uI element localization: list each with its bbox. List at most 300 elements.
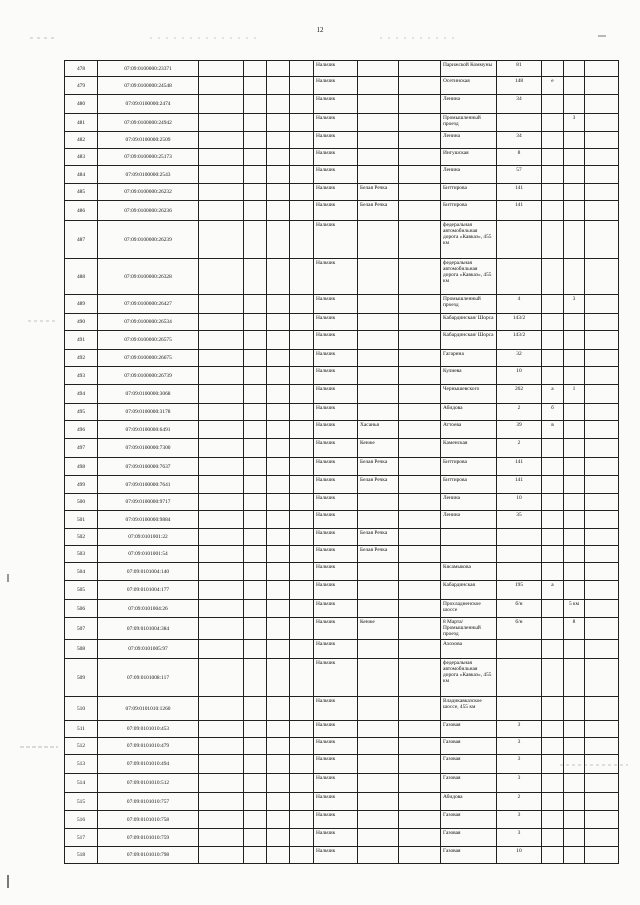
blank-cell xyxy=(399,259,441,295)
house-cell xyxy=(497,640,542,659)
blank-cell xyxy=(290,581,314,600)
blank-cell xyxy=(399,77,441,95)
blank-cell xyxy=(267,738,290,755)
district-cell: Кенже xyxy=(358,439,399,458)
row-number: 504 xyxy=(65,563,98,581)
blank-cell xyxy=(244,166,267,184)
building-cell: б xyxy=(542,404,564,421)
building-cell xyxy=(542,811,564,829)
district-cell xyxy=(358,511,399,529)
apartment-cell xyxy=(564,149,585,166)
blank-cell xyxy=(290,439,314,458)
blank-cell xyxy=(267,201,290,221)
district-cell xyxy=(358,640,399,659)
locality-cell: Нальчик xyxy=(314,738,358,755)
house-cell xyxy=(497,221,542,259)
blank-cell xyxy=(267,149,290,166)
blank-cell xyxy=(244,829,267,847)
apartment-cell xyxy=(564,314,585,331)
district-cell xyxy=(358,221,399,259)
blank-cell xyxy=(585,738,619,755)
table-row xyxy=(65,201,619,221)
row-number: 506 xyxy=(65,600,98,618)
street-cell: Ленина xyxy=(441,132,497,149)
table-row xyxy=(65,295,619,314)
cadastral-number: 07:09:0100000:26427 xyxy=(98,295,199,314)
district-cell: Белая Речка xyxy=(358,546,399,563)
cadastral-number: 07:09:0100000:2509 xyxy=(98,132,199,149)
blank-cell xyxy=(399,385,441,404)
apartment-cell xyxy=(564,184,585,201)
apartment-cell xyxy=(564,847,585,864)
district-cell xyxy=(358,295,399,314)
blank-cell xyxy=(267,476,290,494)
locality-cell: Нальчик xyxy=(314,829,358,847)
blank-cell xyxy=(585,331,619,350)
blank-cell xyxy=(199,563,244,581)
blank-cell xyxy=(244,314,267,331)
blank-cell xyxy=(399,61,441,77)
row-number: 517 xyxy=(65,829,98,847)
district-cell: Белая Речка xyxy=(358,458,399,476)
blank-cell xyxy=(290,738,314,755)
building-cell xyxy=(542,829,564,847)
row-number: 482 xyxy=(65,132,98,149)
table-row xyxy=(65,494,619,511)
blank-cell xyxy=(244,201,267,221)
blank-cell xyxy=(267,847,290,864)
blank-cell xyxy=(244,847,267,864)
cadastral-number: 07:09:0100000:26236 xyxy=(98,201,199,221)
building-cell xyxy=(542,600,564,618)
street-cell: Кабардинская xyxy=(441,581,497,600)
blank-cell xyxy=(290,476,314,494)
house-cell: 34 xyxy=(497,95,542,114)
blank-cell xyxy=(290,659,314,697)
blank-cell xyxy=(290,421,314,439)
row-number: 509 xyxy=(65,659,98,697)
district-cell: Белая Речка xyxy=(358,184,399,201)
blank-cell xyxy=(399,367,441,385)
building-cell xyxy=(542,331,564,350)
district-cell xyxy=(358,847,399,864)
locality-cell: Нальчик xyxy=(314,77,358,95)
blank-cell xyxy=(399,738,441,755)
cadastral-number: 07:09:0101005:97 xyxy=(98,640,199,659)
row-number: 489 xyxy=(65,295,98,314)
blank-cell xyxy=(585,166,619,184)
house-cell: 141 xyxy=(497,476,542,494)
blank-cell xyxy=(199,367,244,385)
building-cell xyxy=(542,529,564,546)
blank-cell xyxy=(199,385,244,404)
row-number: 498 xyxy=(65,458,98,476)
cadastral-number: 07:09:0101010:453 xyxy=(98,721,199,738)
blank-cell xyxy=(585,77,619,95)
blank-cell xyxy=(267,458,290,476)
blank-cell xyxy=(244,793,267,811)
cadastral-number: 07:09:0100000:7641 xyxy=(98,476,199,494)
cadastral-number: 07:09:0101010:1260 xyxy=(98,697,199,721)
blank-cell xyxy=(585,350,619,367)
table-row xyxy=(65,221,619,259)
blank-cell xyxy=(199,114,244,132)
blank-cell xyxy=(290,600,314,618)
blank-cell xyxy=(585,184,619,201)
house-cell: 141 xyxy=(497,458,542,476)
table-row xyxy=(65,738,619,755)
blank-cell xyxy=(290,847,314,864)
blank-cell xyxy=(244,529,267,546)
blank-cell xyxy=(199,476,244,494)
blank-cell xyxy=(244,581,267,600)
blank-cell xyxy=(585,721,619,738)
district-cell xyxy=(358,494,399,511)
locality-cell: Нальчик xyxy=(314,314,358,331)
building-cell xyxy=(542,697,564,721)
house-cell: 34 xyxy=(497,132,542,149)
blank-cell xyxy=(244,600,267,618)
locality-cell: Нальчик xyxy=(314,659,358,697)
district-cell xyxy=(358,659,399,697)
district-cell xyxy=(358,404,399,421)
street-cell: Ахохова xyxy=(441,640,497,659)
blank-cell xyxy=(399,618,441,640)
house-cell xyxy=(497,659,542,697)
row-number: 500 xyxy=(65,494,98,511)
table-row xyxy=(65,259,619,295)
blank-cell xyxy=(399,458,441,476)
blank-cell xyxy=(267,331,290,350)
table-row xyxy=(65,618,619,640)
blank-cell xyxy=(244,659,267,697)
building-cell xyxy=(542,721,564,738)
apartment-cell: 1 xyxy=(564,385,585,404)
house-cell: 143/2 xyxy=(497,331,542,350)
blank-cell xyxy=(267,511,290,529)
street-cell: Ленина xyxy=(441,494,497,511)
blank-cell xyxy=(244,184,267,201)
blank-cell xyxy=(199,331,244,350)
house-cell xyxy=(497,546,542,563)
blank-cell xyxy=(585,132,619,149)
table-row xyxy=(65,458,619,476)
apartment-cell xyxy=(564,350,585,367)
street-cell: Ленина xyxy=(441,511,497,529)
cadastral-number: 07:09:0101010:479 xyxy=(98,738,199,755)
blank-cell xyxy=(399,829,441,847)
blank-cell xyxy=(399,221,441,259)
district-cell xyxy=(358,811,399,829)
blank-cell xyxy=(199,640,244,659)
blank-cell xyxy=(399,184,441,201)
district-cell xyxy=(358,600,399,618)
blank-cell xyxy=(585,600,619,618)
row-number: 505 xyxy=(65,581,98,600)
blank-cell xyxy=(290,95,314,114)
house-cell: 262 xyxy=(497,385,542,404)
district-cell xyxy=(358,755,399,774)
table-row xyxy=(65,61,619,77)
blank-cell xyxy=(290,77,314,95)
blank-cell xyxy=(290,640,314,659)
building-cell xyxy=(542,563,564,581)
blank-cell xyxy=(399,404,441,421)
locality-cell: Нальчик xyxy=(314,847,358,864)
blank-cell xyxy=(267,793,290,811)
locality-cell: Нальчик xyxy=(314,350,358,367)
apartment-cell xyxy=(564,829,585,847)
house-cell: 10 xyxy=(497,494,542,511)
cadastral-number: 07:09:0100000:24548 xyxy=(98,77,199,95)
street-cell: Ленина xyxy=(441,95,497,114)
blank-cell xyxy=(399,721,441,738)
locality-cell: Нальчик xyxy=(314,61,358,77)
locality-cell: Нальчик xyxy=(314,793,358,811)
blank-cell xyxy=(244,458,267,476)
row-number: 499 xyxy=(65,476,98,494)
blank-cell xyxy=(399,511,441,529)
cadastral-number: 07:09:0100000:26232 xyxy=(98,184,199,201)
blank-cell xyxy=(585,563,619,581)
blank-cell xyxy=(244,259,267,295)
locality-cell: Нальчик xyxy=(314,421,358,439)
house-cell: б/н xyxy=(497,600,542,618)
table-row xyxy=(65,529,619,546)
table-row xyxy=(65,350,619,367)
blank-cell xyxy=(585,847,619,864)
street-cell: Владикавказское шоссе, 455 км xyxy=(441,697,497,721)
building-cell xyxy=(542,295,564,314)
locality-cell: Нальчик xyxy=(314,439,358,458)
blank-cell xyxy=(290,184,314,201)
table-row xyxy=(65,95,619,114)
apartment-cell xyxy=(564,721,585,738)
locality-cell: Нальчик xyxy=(314,563,358,581)
locality-cell: Нальчик xyxy=(314,529,358,546)
building-cell xyxy=(542,847,564,864)
street-cell: Биттирова xyxy=(441,184,497,201)
house-cell: 195 xyxy=(497,581,542,600)
house-cell: 39 xyxy=(497,421,542,439)
district-cell xyxy=(358,563,399,581)
building-cell xyxy=(542,546,564,563)
house-cell: 35 xyxy=(497,511,542,529)
blank-cell xyxy=(290,774,314,793)
row-number: 481 xyxy=(65,114,98,132)
locality-cell: Нальчик xyxy=(314,581,358,600)
blank-cell xyxy=(399,847,441,864)
table-row xyxy=(65,847,619,864)
blank-cell xyxy=(399,793,441,811)
cadastral-number: 07:09:0100000:24942 xyxy=(98,114,199,132)
blank-cell xyxy=(267,697,290,721)
table-row xyxy=(65,367,619,385)
blank-cell xyxy=(399,581,441,600)
blank-cell xyxy=(399,476,441,494)
street-cell: Биттирова xyxy=(441,201,497,221)
row-number: 486 xyxy=(65,201,98,221)
blank-cell xyxy=(244,721,267,738)
blank-cell xyxy=(290,367,314,385)
blank-cell xyxy=(399,114,441,132)
building-cell xyxy=(542,61,564,77)
district-cell: Белая Речка xyxy=(358,201,399,221)
blank-cell xyxy=(199,618,244,640)
blank-cell xyxy=(399,331,441,350)
blank-cell xyxy=(267,295,290,314)
street-cell: Парижской Коммуны xyxy=(441,61,497,77)
building-cell xyxy=(542,659,564,697)
cadastral-number: 07:09:0101010:758 xyxy=(98,811,199,829)
blank-cell xyxy=(290,811,314,829)
blank-cell xyxy=(585,404,619,421)
apartment-cell xyxy=(564,793,585,811)
locality-cell: Нальчик xyxy=(314,458,358,476)
apartment-cell xyxy=(564,546,585,563)
apartment-cell xyxy=(564,458,585,476)
cadastral-number: 07:09:0100000:6491 xyxy=(98,421,199,439)
row-number: 487 xyxy=(65,221,98,259)
row-number: 485 xyxy=(65,184,98,201)
blank-cell xyxy=(399,811,441,829)
apartment-cell xyxy=(564,811,585,829)
blank-cell xyxy=(199,774,244,793)
blank-cell xyxy=(199,421,244,439)
locality-cell: Нальчик xyxy=(314,201,358,221)
row-number: 510 xyxy=(65,697,98,721)
blank-cell xyxy=(244,95,267,114)
blank-cell xyxy=(244,61,267,77)
row-number: 491 xyxy=(65,331,98,350)
house-cell: б/н xyxy=(497,618,542,640)
blank-cell xyxy=(399,314,441,331)
apartment-cell xyxy=(564,581,585,600)
district-cell xyxy=(358,774,399,793)
blank-cell xyxy=(199,350,244,367)
blank-cell xyxy=(585,458,619,476)
apartment-cell: 8 xyxy=(564,618,585,640)
district-cell xyxy=(358,829,399,847)
row-number: 511 xyxy=(65,721,98,738)
locality-cell: Нальчик xyxy=(314,166,358,184)
street-cell: Газовая xyxy=(441,755,497,774)
district-cell: Белая Речка xyxy=(358,476,399,494)
blank-cell xyxy=(199,221,244,259)
blank-cell xyxy=(199,755,244,774)
street-cell: федеральная автомобильная дорога «Кавказ», 455 км xyxy=(441,221,497,259)
blank-cell xyxy=(244,439,267,458)
house-cell xyxy=(497,529,542,546)
blank-cell xyxy=(267,600,290,618)
row-number: 518 xyxy=(65,847,98,864)
blank-cell xyxy=(290,331,314,350)
house-cell: 141 xyxy=(497,201,542,221)
district-cell xyxy=(358,581,399,600)
row-number: 513 xyxy=(65,755,98,774)
street-cell: Кабардинская/ Шорса xyxy=(441,331,497,350)
cadastral-number: 07:09:0100000:26534 xyxy=(98,314,199,331)
street-cell: Газовая xyxy=(441,811,497,829)
blank-cell xyxy=(585,697,619,721)
blank-cell xyxy=(290,697,314,721)
blank-cell xyxy=(290,114,314,132)
locality-cell: Нальчик xyxy=(314,697,358,721)
district-cell xyxy=(358,793,399,811)
district-cell xyxy=(358,95,399,114)
blank-cell xyxy=(199,314,244,331)
district-cell xyxy=(358,367,399,385)
apartment-cell xyxy=(564,476,585,494)
apartment-cell xyxy=(564,95,585,114)
house-cell: 2 xyxy=(497,404,542,421)
building-cell: в xyxy=(542,421,564,439)
blank-cell xyxy=(399,659,441,697)
cadastral-number: 07:09:0101004:177 xyxy=(98,581,199,600)
blank-cell xyxy=(267,721,290,738)
blank-cell xyxy=(199,829,244,847)
building-cell xyxy=(542,439,564,458)
cadastral-number: 07:09:0100000:25173 xyxy=(98,149,199,166)
cadastral-number: 07:09:0100000:23371 xyxy=(98,61,199,77)
street-cell: 8 Марта/ Промышленный проезд xyxy=(441,618,497,640)
locality-cell: Нальчик xyxy=(314,618,358,640)
apartment-cell xyxy=(564,201,585,221)
apartment-cell xyxy=(564,529,585,546)
blank-cell xyxy=(290,563,314,581)
table-row xyxy=(65,439,619,458)
apartment-cell xyxy=(564,77,585,95)
blank-cell xyxy=(244,511,267,529)
district-cell xyxy=(358,61,399,77)
locality-cell: Нальчик xyxy=(314,149,358,166)
apartment-cell xyxy=(564,421,585,439)
house-cell: 141 xyxy=(497,184,542,201)
cadastral-number: 07:09:0100000:2474 xyxy=(98,95,199,114)
blank-cell xyxy=(290,201,314,221)
street-cell: Гагарина xyxy=(441,350,497,367)
street-cell: Каменская xyxy=(441,439,497,458)
blank-cell xyxy=(244,149,267,166)
blank-cell xyxy=(244,404,267,421)
street-cell: Промышленный проезд xyxy=(441,114,497,132)
apartment-cell: 5 км xyxy=(564,600,585,618)
cadastral-number: 07:09:0100000:2543 xyxy=(98,166,199,184)
blank-cell xyxy=(199,149,244,166)
cadastral-number: 07:09:0101004:26 xyxy=(98,600,199,618)
blank-cell xyxy=(267,77,290,95)
blank-cell xyxy=(585,61,619,77)
locality-cell: Нальчик xyxy=(314,259,358,295)
street-cell xyxy=(441,546,497,563)
building-cell xyxy=(542,640,564,659)
building-cell xyxy=(542,793,564,811)
locality-cell: Нальчик xyxy=(314,367,358,385)
table-row xyxy=(65,774,619,793)
house-cell: 143/2 xyxy=(497,314,542,331)
street-cell: Газовая xyxy=(441,738,497,755)
blank-cell xyxy=(290,149,314,166)
cadastral-number: 07:09:0101010:759 xyxy=(98,829,199,847)
cadastral-number: 07:09:0100000:9884 xyxy=(98,511,199,529)
house-cell: 148 xyxy=(497,77,542,95)
row-number: 478 xyxy=(65,61,98,77)
street-cell: Аттоева xyxy=(441,421,497,439)
apartment-cell xyxy=(564,259,585,295)
blank-cell xyxy=(290,385,314,404)
blank-cell xyxy=(585,476,619,494)
building-cell xyxy=(542,511,564,529)
